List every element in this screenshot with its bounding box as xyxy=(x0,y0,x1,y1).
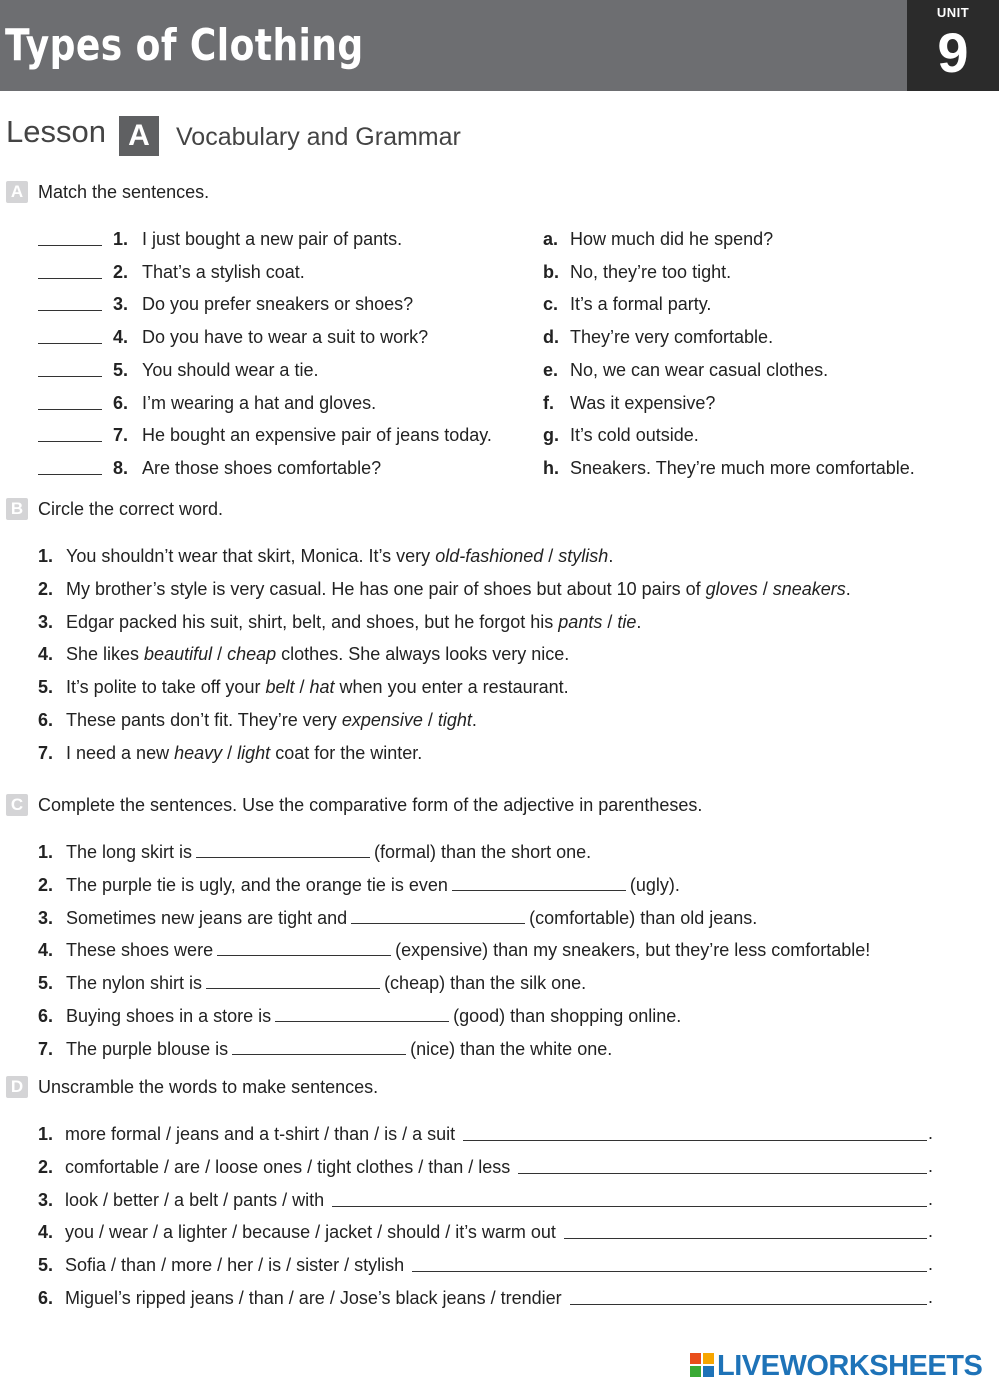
item-text: You should wear a tie. xyxy=(142,359,319,380)
answer-blank[interactable] xyxy=(38,474,102,475)
section-b-badge: B xyxy=(6,498,28,520)
answer-blank[interactable] xyxy=(232,1040,406,1055)
answer-blank[interactable] xyxy=(38,441,102,442)
match-left-item xyxy=(113,260,305,284)
answer-line[interactable] xyxy=(332,1206,927,1207)
answer-line[interactable] xyxy=(518,1173,927,1174)
item-number: 6. xyxy=(38,1006,54,1026)
item-number: 3. xyxy=(38,611,54,632)
match-left-item xyxy=(113,423,492,447)
liveworksheets-brand: LIVEWORKSHEETS xyxy=(717,1350,983,1382)
section-d-instruction: Unscramble the words to make sentences. xyxy=(38,1077,379,1097)
item-text: How much did he spend? xyxy=(570,229,774,249)
item-letter: a. xyxy=(543,229,559,249)
item-text: Do you prefer sneakers or shoes? xyxy=(142,294,414,315)
sentence-after: . xyxy=(845,578,851,599)
comparative-item xyxy=(38,971,586,995)
section-b-instruction: Circle the correct word. xyxy=(38,499,224,519)
unscramble-item xyxy=(38,1188,324,1212)
section-c-instruction: Complete the sentences. Use the comparative form of the adjective in parentheses. xyxy=(38,795,703,815)
comparative-item xyxy=(38,1004,681,1028)
sentence-period: . xyxy=(928,1254,934,1275)
answer-blank[interactable] xyxy=(452,876,626,891)
sentence-before: These shoes were xyxy=(66,940,214,961)
item-text: It’s a formal party. xyxy=(570,294,712,315)
sentence-after: (cheap) than the silk one. xyxy=(384,973,587,994)
comparative-item xyxy=(38,873,680,897)
item-number: 7. xyxy=(38,1038,54,1059)
item-text: I’m wearing a hat and gloves. xyxy=(142,392,377,413)
sentence-before: I need a new xyxy=(66,742,175,763)
match-left-item xyxy=(113,292,413,316)
answer-blank[interactable] xyxy=(196,843,370,858)
unscramble-item xyxy=(38,1220,556,1244)
lesson-word: Lesson xyxy=(6,114,106,149)
section-a-instruction: Match the sentences. xyxy=(38,182,210,202)
circle-item xyxy=(38,675,569,699)
scrambled-words: comfortable / are / loose ones / tight clothes / than / less xyxy=(65,1156,511,1177)
sentence-before: She likes xyxy=(66,644,145,665)
match-right-item xyxy=(543,456,915,480)
item-number: 7. xyxy=(38,742,54,763)
comparative-item xyxy=(38,938,870,962)
item-text: No, we can wear casual clothes. xyxy=(570,359,829,380)
sentence-after: (formal) than the short one. xyxy=(374,842,592,862)
option-one[interactable]: heavy xyxy=(174,742,223,763)
item-number: 1. xyxy=(113,229,129,249)
answer-line[interactable] xyxy=(564,1238,927,1239)
sentence-period: . xyxy=(928,1287,934,1307)
item-number: 1. xyxy=(38,546,54,566)
option-two[interactable]: sneakers xyxy=(772,578,846,599)
answer-blank[interactable] xyxy=(38,376,102,377)
sentence-after: (nice) than the white one. xyxy=(410,1038,613,1059)
item-text: No, they’re too tight. xyxy=(570,261,732,282)
sentence-after: (ugly). xyxy=(629,874,680,895)
sentence-period: . xyxy=(928,1123,934,1143)
answer-line[interactable] xyxy=(412,1271,927,1272)
sentence-after: . xyxy=(636,611,642,632)
answer-blank[interactable] xyxy=(38,409,102,410)
unscramble-item xyxy=(38,1286,562,1310)
sentence-after: clothes. She always looks very nice. xyxy=(276,644,570,665)
item-letter: e. xyxy=(543,359,559,380)
unit-label: UNIT xyxy=(936,5,970,20)
option-two[interactable]: tight xyxy=(437,710,472,730)
match-left-item xyxy=(113,391,376,415)
match-right-item xyxy=(543,325,773,349)
item-number: 4. xyxy=(38,1222,54,1243)
sentence-after: coat for the winter. xyxy=(270,742,423,763)
match-left-item xyxy=(113,456,381,480)
item-number: 3. xyxy=(38,1189,54,1210)
match-right-item xyxy=(543,391,715,415)
item-number: 4. xyxy=(38,644,54,665)
sentence-before: My brother’s style is very casual. He has one pair of shoes but about 10 pairs of xyxy=(66,578,706,599)
match-left-item xyxy=(113,358,318,382)
item-number: 5. xyxy=(38,973,54,994)
answer-blank[interactable] xyxy=(217,941,391,956)
sentence-before: Sometimes new jeans are tight and xyxy=(66,907,348,928)
answer-line[interactable] xyxy=(463,1140,927,1141)
answer-blank[interactable] xyxy=(206,974,380,989)
sentence-after: (good) than shopping online. xyxy=(453,1006,682,1026)
option-two[interactable]: cheap xyxy=(227,644,277,665)
liveworksheets-icon xyxy=(690,1353,714,1377)
item-number: 8. xyxy=(113,457,129,478)
option-separator: / xyxy=(757,578,773,599)
item-number: 5. xyxy=(38,1255,54,1276)
section-a-badge: A xyxy=(6,181,28,203)
circle-item xyxy=(38,577,851,601)
scrambled-words: Miguel’s ripped jeans / than / are / Jose’s black jeans / trendier xyxy=(65,1288,562,1308)
circle-item xyxy=(38,642,569,666)
item-text: I just bought a new pair of pants. xyxy=(142,229,403,249)
item-number: 6. xyxy=(113,392,129,413)
circle-item xyxy=(38,610,641,634)
answer-blank[interactable] xyxy=(38,343,102,344)
match-right-item xyxy=(543,423,699,447)
sentence-period: . xyxy=(928,1155,934,1176)
item-number: 4. xyxy=(38,940,54,961)
sentence-after: (comfortable) than old jeans. xyxy=(529,907,758,928)
circle-item xyxy=(38,741,422,765)
option-one[interactable]: gloves xyxy=(705,578,758,599)
option-separator: / xyxy=(212,644,228,665)
sentence-after: when you enter a restaurant. xyxy=(334,677,569,698)
option-one[interactable]: old-fashioned xyxy=(435,546,544,566)
unit-number: 9 xyxy=(937,21,969,84)
sentence-before: The purple blouse is xyxy=(66,1038,229,1059)
scrambled-words: more formal / jeans and a t-shirt / than / is / a suit xyxy=(65,1124,456,1144)
answer-blank[interactable] xyxy=(38,278,102,279)
item-number: 2. xyxy=(38,578,54,599)
section-d-badge: D xyxy=(6,1076,28,1098)
option-one[interactable]: expensive xyxy=(341,710,423,730)
item-number: 3. xyxy=(113,294,129,315)
item-letter: f. xyxy=(543,392,554,413)
option-separator: / xyxy=(222,742,238,763)
match-right-item xyxy=(543,227,773,251)
item-text: Sneakers. They’re much more comfortable. xyxy=(570,457,915,478)
option-separator: / xyxy=(294,677,310,698)
option-one[interactable]: belt xyxy=(265,677,295,698)
item-text: Do you have to wear a suit to work? xyxy=(142,327,429,348)
scrambled-words: Sofia / than / more / her / is / sister / stylish xyxy=(65,1255,405,1276)
lesson-letter-badge: A xyxy=(119,116,159,156)
option-separator: / xyxy=(543,546,559,566)
item-number: 7. xyxy=(113,425,129,446)
item-letter: d. xyxy=(543,327,559,348)
item-number: 2. xyxy=(38,874,54,895)
match-right-item xyxy=(543,358,828,382)
scrambled-words: look / better / a belt / pants / with xyxy=(65,1189,325,1210)
option-separator: / xyxy=(422,710,438,730)
option-two[interactable]: tie xyxy=(617,611,637,632)
logo-square xyxy=(703,1353,714,1364)
sentence-after: (expensive) than my sneakers, but they’re less comfortable! xyxy=(395,940,871,961)
item-text: Are those shoes comfortable? xyxy=(142,457,382,478)
item-number: 2. xyxy=(38,1156,54,1177)
item-text: It’s cold outside. xyxy=(570,425,699,446)
match-left-item xyxy=(113,227,402,251)
lesson-subtitle: Vocabulary and Grammar xyxy=(176,123,461,151)
option-two[interactable]: light xyxy=(237,742,271,763)
match-right-item xyxy=(543,260,731,284)
option-separator: / xyxy=(602,611,618,632)
logo-square xyxy=(690,1353,701,1364)
option-one[interactable]: beautiful xyxy=(144,644,213,665)
item-number: 1. xyxy=(38,842,54,862)
item-number: 5. xyxy=(113,359,129,380)
answer-blank[interactable] xyxy=(351,909,525,924)
scrambled-words: you / wear / a lighter / because / jacket / should / it’s warm out xyxy=(65,1222,556,1243)
item-number: 4. xyxy=(113,327,129,348)
sentence-period: . xyxy=(928,1188,934,1209)
match-right-item xyxy=(543,292,711,316)
item-letter: b. xyxy=(543,261,559,282)
option-two[interactable]: hat xyxy=(309,677,335,698)
answer-blank[interactable] xyxy=(275,1007,449,1022)
item-text: Was it expensive? xyxy=(570,392,716,413)
logo-square xyxy=(690,1366,701,1377)
sentence-before: The purple tie is ugly, and the orange tie is even xyxy=(66,874,448,895)
option-two[interactable]: stylish xyxy=(558,546,609,566)
item-number: 1. xyxy=(38,1124,54,1144)
sentence-before: It’s polite to take off your xyxy=(66,677,266,698)
section-c-badge: C xyxy=(6,794,28,816)
item-text: That’s a stylish coat. xyxy=(142,261,305,282)
unscramble-item xyxy=(38,1253,404,1277)
sentence-before: The long skirt is xyxy=(66,842,193,862)
logo-square xyxy=(703,1366,714,1377)
item-number: 6. xyxy=(38,710,54,730)
item-text: He bought an expensive pair of jeans today. xyxy=(142,425,492,446)
item-letter: h. xyxy=(543,457,559,478)
item-number: 5. xyxy=(38,677,54,698)
circle-item xyxy=(38,708,477,732)
answer-blank[interactable] xyxy=(38,245,102,246)
header-bar xyxy=(0,0,907,91)
sentence-before: The nylon shirt is xyxy=(66,973,203,994)
sentence-before: These pants don’t fit. They’re very xyxy=(66,710,342,730)
unscramble-item xyxy=(38,1122,455,1146)
unit-box xyxy=(907,0,999,91)
item-letter: g. xyxy=(543,425,559,446)
sentence-after: . xyxy=(608,546,614,566)
comparative-item xyxy=(38,840,591,864)
sentence-before: Edgar packed his suit, shirt, belt, and shoes, but he forgot his xyxy=(66,611,559,632)
sentence-period: . xyxy=(928,1221,934,1242)
item-number: 6. xyxy=(38,1288,54,1308)
comparative-item xyxy=(38,906,757,930)
answer-blank[interactable] xyxy=(38,310,102,311)
sentence-before: You shouldn’t wear that skirt, Monica. It’s very xyxy=(66,546,436,566)
sentence-before: Buying shoes in a store is xyxy=(66,1006,272,1026)
item-number: 3. xyxy=(38,907,54,928)
item-text: They’re very comfortable. xyxy=(570,327,774,348)
option-one[interactable]: pants xyxy=(558,611,603,632)
circle-item xyxy=(38,544,613,568)
item-number: 2. xyxy=(113,261,129,282)
answer-line[interactable] xyxy=(570,1304,927,1305)
sentence-after: . xyxy=(471,710,477,730)
page-title: Types of Clothing xyxy=(5,20,364,71)
comparative-item xyxy=(38,1037,612,1061)
unscramble-item xyxy=(38,1155,510,1179)
match-left-item xyxy=(113,325,428,349)
item-letter: c. xyxy=(543,294,559,315)
